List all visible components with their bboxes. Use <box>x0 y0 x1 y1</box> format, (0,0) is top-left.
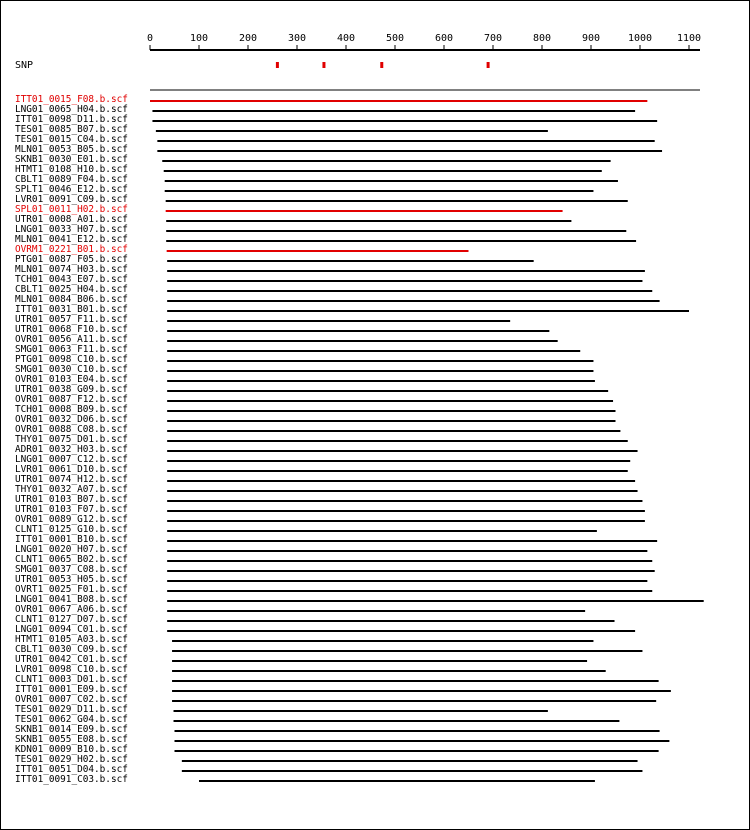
ruler-tick-label: 900 <box>581 33 601 44</box>
read-name-label: CLNT1_0003_D01.b.scf <box>15 674 128 685</box>
read-name-label: UTR01_0103_F07.b.scf <box>15 504 128 515</box>
read-name-label: ITT01_0001_B10.b.scf <box>15 534 128 545</box>
ruler-tick-label: 200 <box>238 33 258 44</box>
read-name-label: CBLT1_0025_H04.b.scf <box>15 284 128 295</box>
read-name-label: CLNT1_0065_B02.b.scf <box>15 554 128 565</box>
read-name-label: LNG01_0041_B08.b.scf <box>15 594 128 605</box>
read-name-label: SPLT1_0046_E12.b.scf <box>15 184 128 195</box>
ruler-tick-label: 100 <box>189 33 209 44</box>
snp-track-label: SNP <box>15 60 34 71</box>
read-name-label: HTMT1_0108_H10.b.scf <box>15 164 128 175</box>
read-name-label: OVRM1_0221_B01.b.scf <box>15 244 128 255</box>
read-name-label: CLNT1_0125_G10.b.scf <box>15 524 128 535</box>
ruler-tick-label: 600 <box>434 33 454 44</box>
read-name-label: PTG01_0087_F05.b.scf <box>15 254 128 265</box>
read-name-label: THY01_0032_A07.b.scf <box>15 484 128 495</box>
read-name-label: TES01_0085_B07.b.scf <box>15 124 128 135</box>
read-name-label: ITT01_0098_D11.b.scf <box>15 114 128 125</box>
read-name-label: TES01_0029_H02.b.scf <box>15 754 128 765</box>
read-name-label: OVR01_0089_G12.b.scf <box>15 514 128 525</box>
ruler-tick-label: 1000 <box>627 33 653 44</box>
read-name-label: OVR01_0056_A11.b.scf <box>15 334 128 345</box>
read-name-label: UTR01_0103_B07.b.scf <box>15 494 128 505</box>
read-name-label: UTR01_0057_F11.b.scf <box>15 314 128 325</box>
read-name-label: SKNB1_0055_E08.b.scf <box>15 734 128 745</box>
ruler-tick-label: 500 <box>385 33 405 44</box>
read-name-label: OVRT1_0025_F01.b.scf <box>15 584 128 595</box>
read-name-label: ITT01_0001_E09.b.scf <box>15 684 128 695</box>
read-name-label: SKNB1_0030_E01.b.scf <box>15 154 128 165</box>
read-name-label: MLN01_0041_E12.b.scf <box>15 234 128 245</box>
read-name-label: UTR01_0074_H12.b.scf <box>15 474 128 485</box>
ruler-tick-label: 0 <box>146 33 154 44</box>
read-name-label: MLN01_0053_B05.b.scf <box>15 144 128 155</box>
ruler-tick-label: 300 <box>287 33 307 44</box>
read-name-label: OVR01_0007_C02.b.scf <box>15 694 128 705</box>
ruler-tick-label: 400 <box>336 33 356 44</box>
read-name-label: LVR01_0091_C09.b.scf <box>15 194 128 205</box>
read-name-label: THY01_0075_D01.b.scf <box>15 434 128 445</box>
ruler-tick-label: 1100 <box>676 33 702 44</box>
read-name-label: KDN01_0009_B10.b.scf <box>15 744 128 755</box>
read-name-label: LNG01_0020_H07.b.scf <box>15 544 128 555</box>
read-name-label: OVR01_0088_C08.b.scf <box>15 424 128 435</box>
read-name-label: LVR01_0061_D10.b.scf <box>15 464 128 475</box>
read-name-label: OVR01_0087_F12.b.scf <box>15 394 128 405</box>
read-name-label: ITT01_0031_B01.b.scf <box>15 304 128 315</box>
read-name-label: TES01_0015_C04.b.scf <box>15 134 128 145</box>
read-name-label: LNG01_0094_C01.b.scf <box>15 624 128 635</box>
read-name-label: SMG01_0037_C08.b.scf <box>15 564 128 575</box>
read-name-label: TES01_0029_D11.b.scf <box>15 704 128 715</box>
read-name-label: ITT01_0015_F08.b.scf <box>15 94 128 105</box>
read-name-label: CBLT1_0030_C09.b.scf <box>15 644 128 655</box>
read-name-label: UTR01_0038_G09.b.scf <box>15 384 128 395</box>
read-name-label: UTR01_0042_C01.b.scf <box>15 654 128 665</box>
read-name-label: SMG01_0063_F11.b.scf <box>15 344 128 355</box>
read-name-label: ITT01_0051_D04.b.scf <box>15 764 128 775</box>
read-name-label: ADR01_0032_H03.b.scf <box>15 444 128 455</box>
read-name-label: MLN01_0074_H03.b.scf <box>15 264 128 275</box>
read-name-label: SPL01_0011_H02.b.scf <box>15 204 128 215</box>
read-name-label: UTR01_0008_A01.b.scf <box>15 214 128 225</box>
read-name-label: LNG01_0033_H07.b.scf <box>15 224 128 235</box>
read-name-label: UTR01_0068_F10.b.scf <box>15 324 128 335</box>
read-name-label: MLN01_0084_B06.b.scf <box>15 294 128 305</box>
read-name-label: TCH01_0043_E07.b.scf <box>15 274 128 285</box>
read-name-label: LNG01_0065_H04.b.scf <box>15 104 128 115</box>
read-name-label: ITT01_0091_C03.b.scf <box>15 774 128 785</box>
read-name-label: LVR01_0098_C10.b.scf <box>15 664 128 675</box>
ruler-tick-label: 700 <box>483 33 503 44</box>
read-name-label: UTR01_0053_H05.b.scf <box>15 574 128 585</box>
read-name-label: OVR01_0067_A06.b.scf <box>15 604 128 615</box>
read-name-label: LNG01_0007_C12.b.scf <box>15 454 128 465</box>
read-name-label: OVR01_0103_E04.b.scf <box>15 374 128 385</box>
read-name-label: PTG01_0098_C10.b.scf <box>15 354 128 365</box>
read-name-label: CBLT1_0089_F04.b.scf <box>15 174 128 185</box>
ruler-tick-label: 800 <box>532 33 552 44</box>
read-name-label: HTMT1_0105_A03.b.scf <box>15 634 128 645</box>
read-name-label: SMG01_0030_C10.b.scf <box>15 364 128 375</box>
read-name-label: SKNB1_0014_E09.b.scf <box>15 724 128 735</box>
read-name-label: CLNT1_0127_D07.b.scf <box>15 614 128 625</box>
read-name-label: TES01_0062_G04.b.scf <box>15 714 128 725</box>
read-name-label: TCH01_0008_B09.b.scf <box>15 404 128 415</box>
read-name-label: OVR01_0032_D06.b.scf <box>15 414 128 425</box>
